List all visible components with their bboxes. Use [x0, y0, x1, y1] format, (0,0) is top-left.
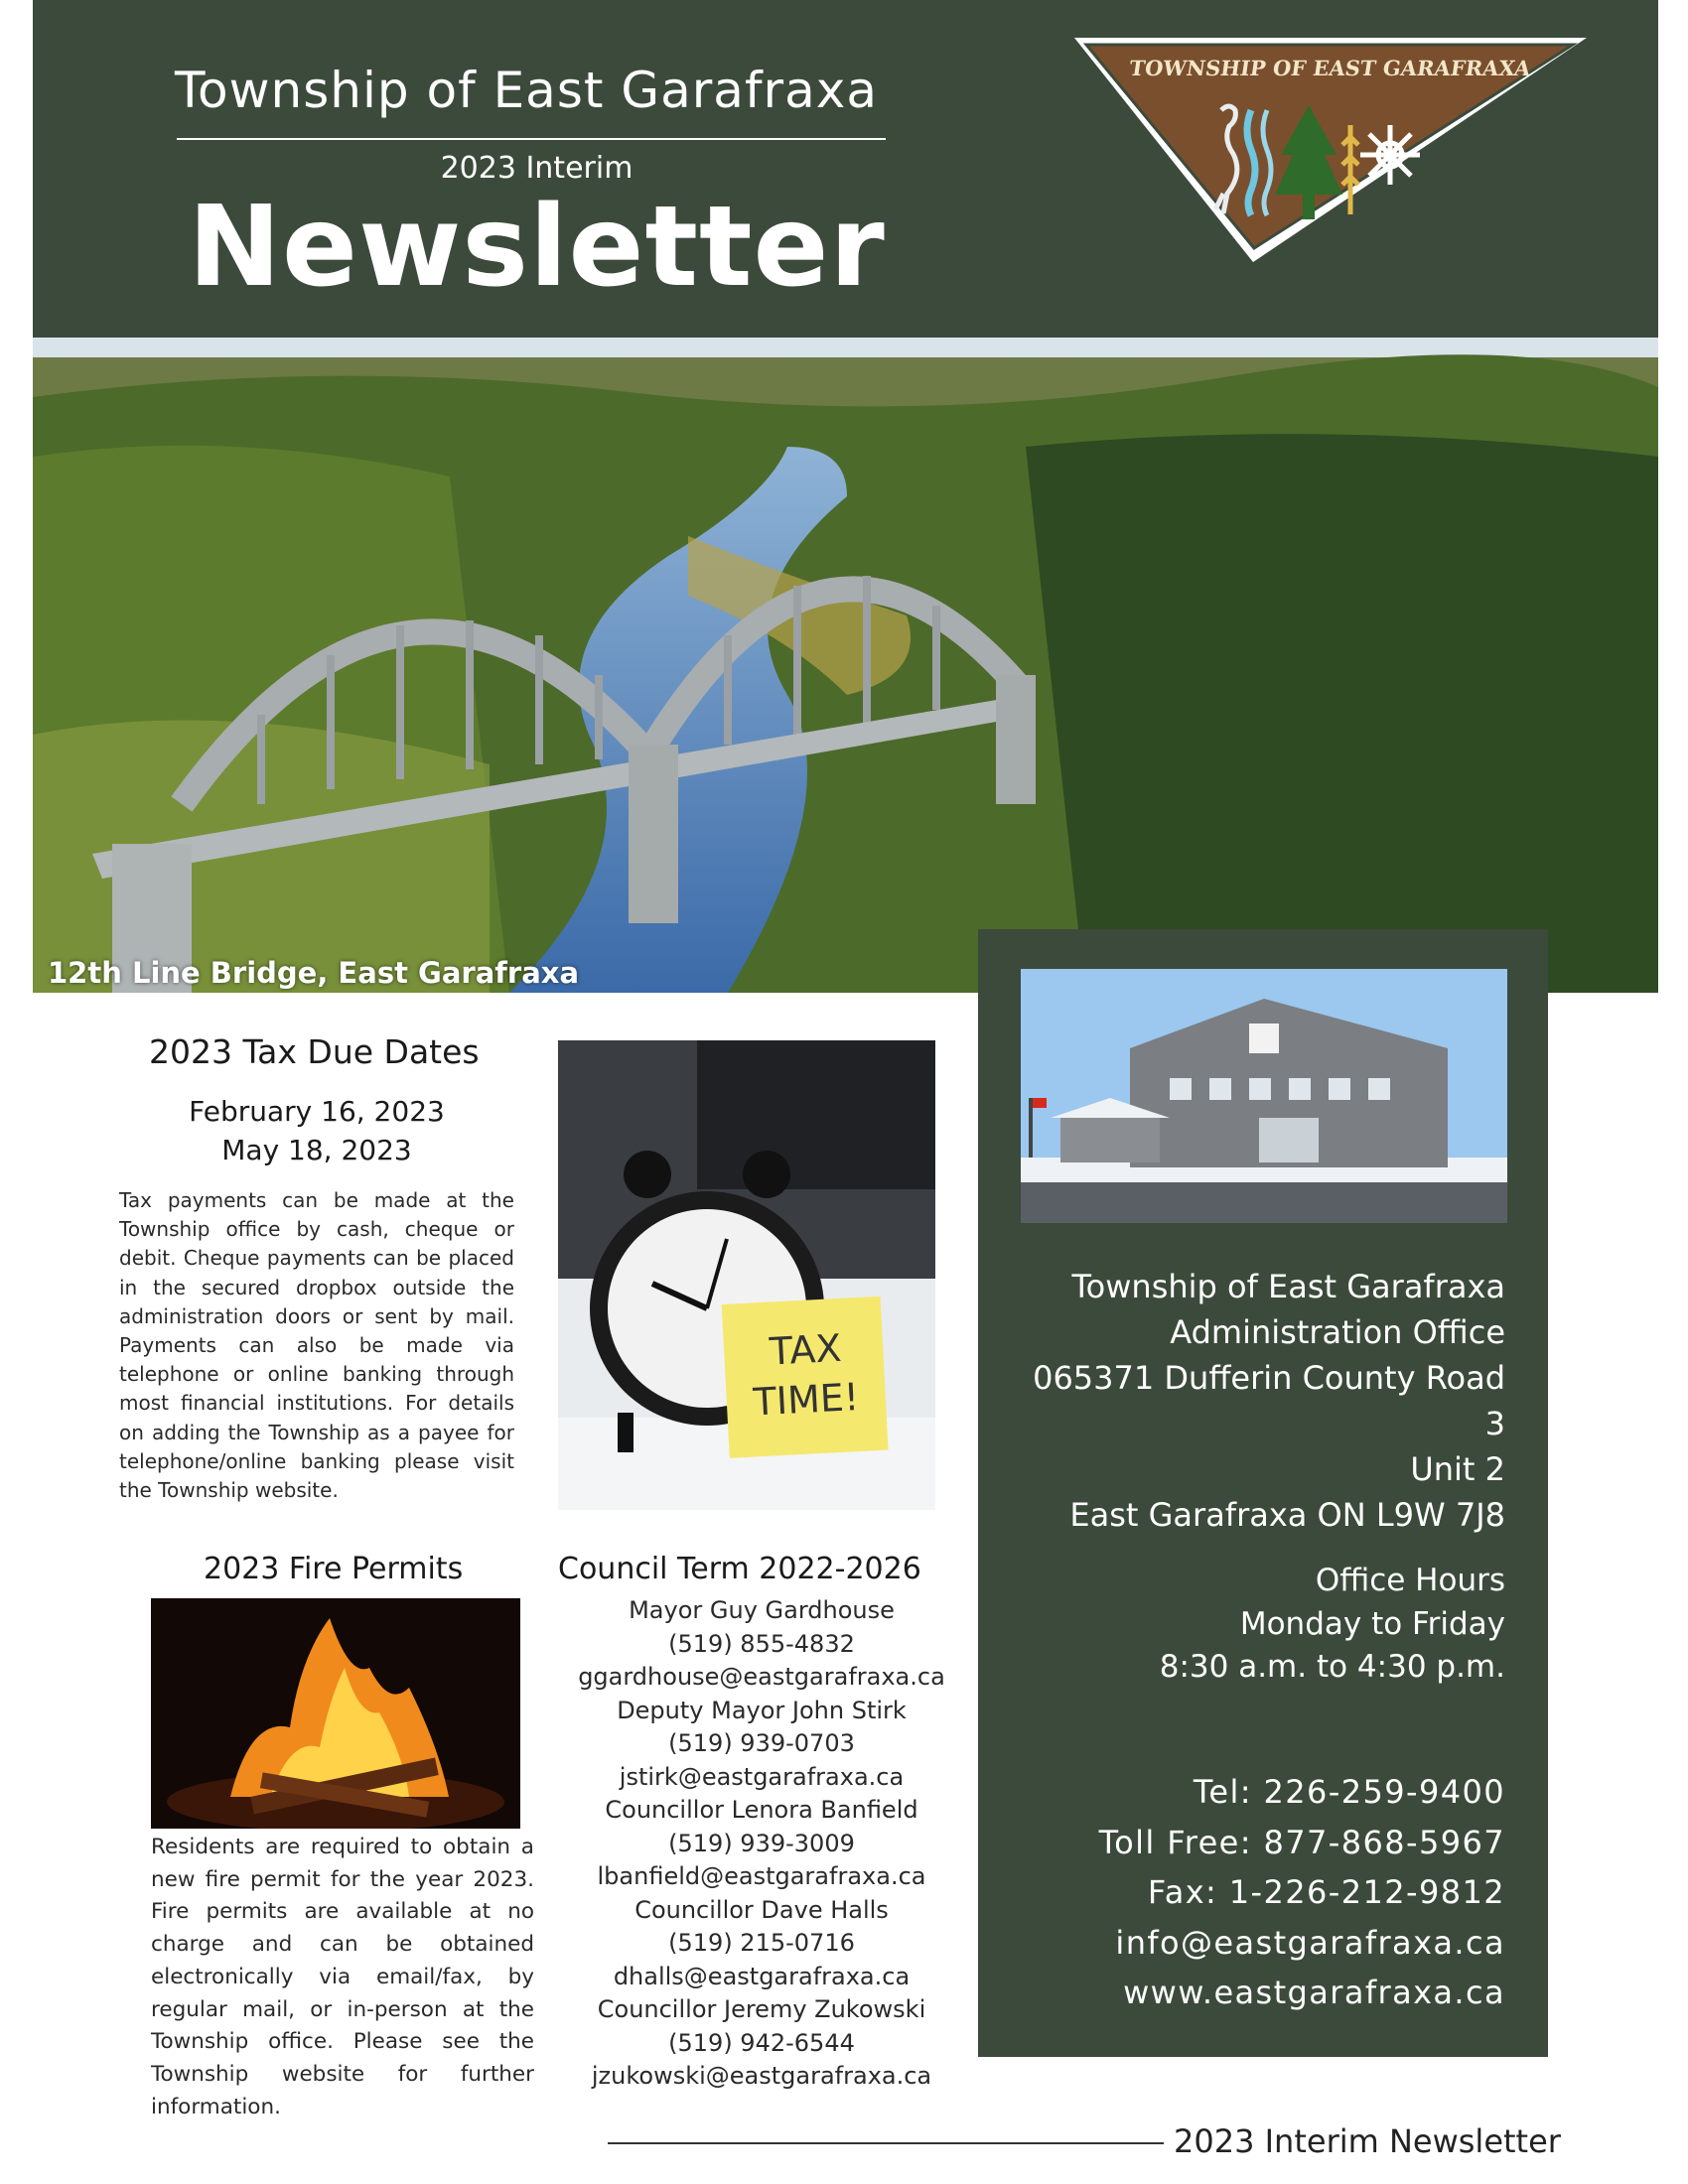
contact-tel[interactable]: Tel: 226-259-9400: [1193, 1773, 1505, 1811]
contact-website[interactable]: www.eastgarafraxa.ca: [1123, 1974, 1505, 2011]
council-member-name: Councillor Dave Halls: [634, 1895, 889, 1924]
council-member-name: Mayor Guy Gardhouse: [629, 1596, 895, 1624]
contact-email[interactable]: info@eastgarafraxa.ca: [1115, 1923, 1505, 1962]
council-member-email[interactable]: ggardhouse@eastgarafraxa.ca: [578, 1663, 945, 1691]
fire-heading: 2023 Fire Permits: [204, 1552, 464, 1586]
hero-caption: 12th Line Bridge, East Garafraxa: [48, 956, 580, 990]
council-member-email[interactable]: jstirk@eastgarafraxa.ca: [619, 1762, 905, 1791]
council-member-phone: (519) 942-6544: [668, 2028, 855, 2057]
council-member-phone: (519) 939-3009: [668, 1829, 855, 1857]
tax-date-1: February 16, 2023: [189, 1095, 445, 1128]
title-divider: [177, 138, 886, 140]
council-member-email[interactable]: dhalls@eastgarafraxa.ca: [613, 1962, 911, 1990]
sticky-note-line-1: TAX: [768, 1325, 843, 1374]
sticky-note-line-2: TIME!: [752, 1374, 861, 1425]
council-member-phone: (519) 939-0703: [668, 1729, 855, 1757]
office-line: Administration Office: [1170, 1313, 1505, 1351]
contact-fax: Fax: 1-226-212-9812: [1147, 1873, 1505, 1911]
council-member-name: Deputy Mayor John Stirk: [617, 1696, 907, 1724]
council-member-phone: (519) 215-0716: [668, 1929, 855, 1957]
contact-toll-free[interactable]: Toll Free: 877-868-5967: [1098, 1823, 1505, 1861]
council-member-email[interactable]: jzukowski@eastgarafraxa.ca: [591, 2062, 932, 2090]
campfire-image: [151, 1598, 520, 1829]
council-member-email[interactable]: lbanfield@eastgarafraxa.ca: [597, 1862, 926, 1890]
contact-info: [1003, 1767, 1505, 2018]
council-member-name: Councillor Lenora Banfield: [605, 1796, 918, 1824]
office-hours: [1003, 1560, 1505, 1690]
office-address: [1003, 1264, 1505, 1538]
council-list: [568, 1594, 955, 2094]
township-logo: [1072, 36, 1589, 264]
hours-line: Monday to Friday: [1239, 1605, 1505, 1642]
office-line: Unit 2: [1410, 1450, 1505, 1488]
hours-line: 8:30 a.m. to 4:30 p.m.: [1159, 1649, 1505, 1685]
footer-label: 2023 Interim Newsletter: [1174, 2122, 1561, 2160]
bridge-hero-image: [33, 338, 1658, 993]
tax-heading: 2023 Tax Due Dates: [149, 1032, 480, 1071]
newsletter-title: Newsletter: [188, 183, 886, 312]
office-line: 065371 Dufferin County Road 3: [1033, 1359, 1505, 1442]
hours-line: Office Hours: [1315, 1563, 1505, 1598]
office-line: Township of East Garafraxa: [1071, 1268, 1505, 1305]
office-line: East Garafraxa ON L9W 7J8: [1069, 1496, 1505, 1534]
tax-body: Tax payments can be made at the Township office by cash, cheque or debit. Cheque payments can be placed in the secured dropbox outside the administration doors or sent by mail. Payments can also be made via telephone or online banking through most financial institutions. For details on adding the Township as a payee for telephone/online banking please visit the Township website.: [119, 1188, 514, 1503]
township-title: Township of East Garafraxa: [175, 62, 878, 119]
council-member-name: Councillor Jeremy Zukowski: [597, 1995, 926, 2023]
edition-label: 2023 Interim: [440, 151, 633, 186]
council-member-phone: (519) 855-4832: [668, 1629, 855, 1658]
tax-date-2: May 18, 2023: [221, 1134, 412, 1166]
township-office-image: [1021, 969, 1507, 1223]
footer-divider: [608, 2142, 1164, 2144]
snowflake-icon: [1360, 125, 1420, 185]
logo-text: TOWNSHIP OF EAST GARAFRAXA: [1127, 56, 1533, 80]
council-heading: Council Term 2022-2026: [558, 1552, 921, 1586]
fire-body: Residents are required to obtain a new fire permit for the year 2023. Fire permits are available at no charge and can be obtained electronically via email/fax, by regular mail, or in-person at the Township office. Please see the Township website for further information.: [151, 1835, 534, 2119]
tax-time-clock-image: [558, 1040, 935, 1510]
